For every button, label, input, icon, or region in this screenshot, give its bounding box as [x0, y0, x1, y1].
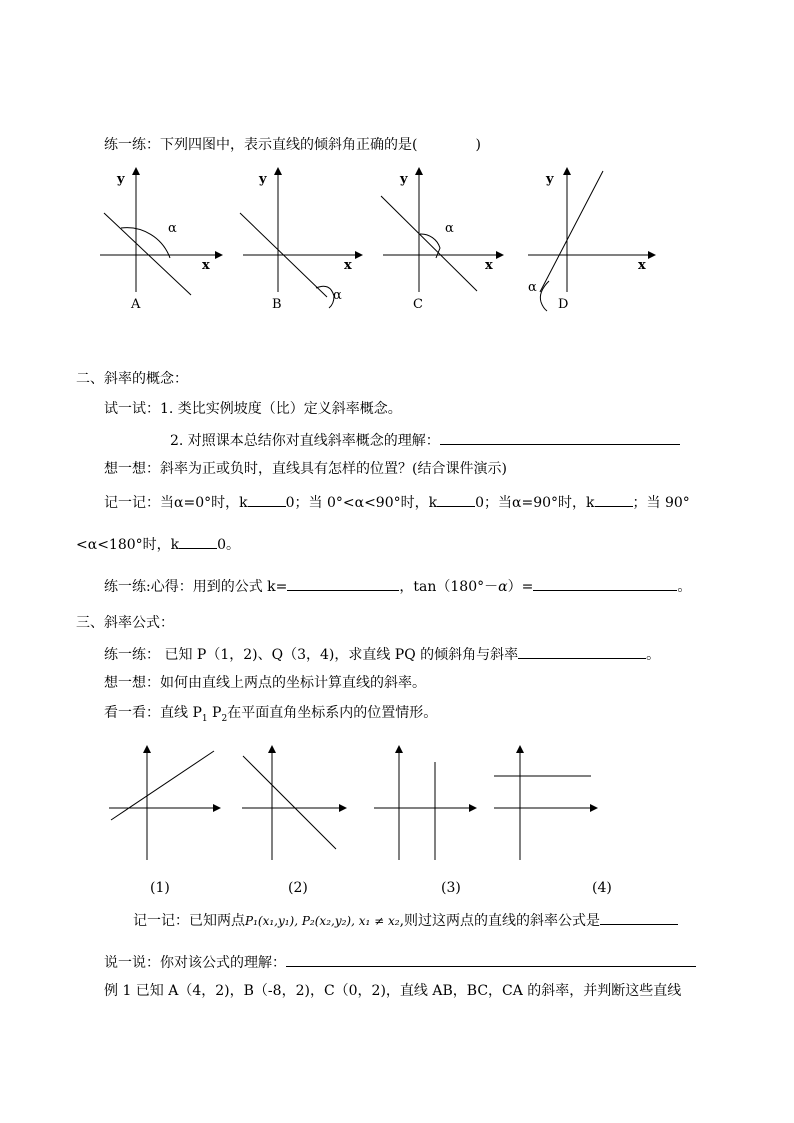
fig-d-x-label: x — [638, 258, 646, 273]
answer-blank[interactable] — [437, 492, 475, 507]
fig-b-caption: B — [272, 297, 282, 312]
section-2-remember-cont: <α<180°时，k 0。 — [76, 534, 240, 554]
fig-d-y-label: y — [546, 172, 554, 187]
fig-a-caption: A — [131, 297, 141, 312]
section-3-remember: 记一记：已知两点P₁(x₁,y₁), P₂(x₂,y₂), x₁ ≠ x₂,则过这两点的直线的斜率公式是 — [133, 910, 678, 930]
fig-c-y-label: y — [400, 172, 408, 187]
section-2-item-2: 2. 对照课本总结你对直线斜率概念的理解： — [170, 430, 680, 450]
example-1: 例 1 已知 A（4，2)，B（-8，2)，C（0，2)，直线 AB，BC，CA 的斜率，并判断这些直线 — [104, 983, 682, 999]
answer-blank[interactable] — [440, 430, 680, 445]
answer-blank[interactable] — [595, 492, 633, 507]
line-figure-2-caption: (2) — [288, 880, 308, 896]
answer-blank[interactable] — [287, 576, 399, 591]
line-figure-4 — [494, 746, 597, 860]
practice-question-1: 练一练：下列四图中，表示直线的倾斜角正确的是( ) — [104, 137, 481, 153]
section-3-think: 想一想：如何由直线上两点的坐标计算直线的斜率。 — [104, 675, 426, 691]
fig-d-alpha-label: α — [528, 280, 537, 295]
section-3-say: 说一说：你对该公式的理解： — [104, 952, 696, 972]
line-figure-3-caption: (3) — [441, 880, 461, 896]
line-figure-1-caption: (1) — [150, 880, 170, 896]
section-2-try: 试一试：1. 类比实例坡度（比）定义斜率概念。 — [104, 401, 402, 417]
line-figure-1 — [109, 746, 220, 860]
figure-b — [240, 168, 362, 308]
fig-b-alpha-label: α — [333, 288, 342, 303]
section-3-title: 三、斜率公式： — [76, 615, 174, 631]
figure-a — [100, 168, 222, 295]
section-2-think: 想一想：斜率为正或负时，直线具有怎样的位置？(结合课件演示) — [104, 461, 507, 477]
figure-d — [528, 168, 655, 311]
figures-abcd — [0, 0, 794, 330]
line-figure-3 — [374, 746, 476, 860]
answer-blank[interactable] — [518, 644, 646, 659]
fig-a-y-label: y — [117, 172, 125, 187]
fig-b-x-label: x — [344, 258, 352, 273]
fig-d-caption: D — [558, 297, 569, 312]
answer-blank[interactable] — [533, 576, 677, 591]
fig-c-alpha-label: α — [445, 221, 454, 236]
answer-blank[interactable] — [248, 492, 286, 507]
fig-c-x-label: x — [485, 258, 493, 273]
line-figure-4-caption: (4) — [592, 880, 612, 896]
answer-blank[interactable] — [286, 952, 696, 967]
section-3-practice: 练一练： 已知 P（1，2)、Q（3，4)，求直线 PQ 的倾斜角与斜率 。 — [104, 644, 660, 664]
fig-c-caption: C — [413, 297, 423, 312]
fig-a-alpha-label: α — [168, 221, 177, 236]
section-2-practice: 练一练:心得：用到的公式 k= ，tan（180°－α）= 。 — [104, 576, 691, 596]
two-point-formula: P₁(x₁,y₁), P₂(x₂,y₂), x₁ ≠ x₂ — [245, 914, 400, 928]
line-figure-2 — [242, 746, 346, 860]
fig-b-y-label: y — [259, 172, 267, 187]
fig-a-x-label: x — [202, 258, 210, 273]
section-2-remember: 记一记：当α=0°时，k 0；当 0°<α<90°时，k 0；当α=90°时，k ；当 90° — [104, 492, 690, 512]
answer-blank[interactable] — [179, 534, 217, 549]
figures-line-positions — [0, 740, 794, 880]
section-3-look: 看一看：直线 $P_1$ $P_2$在平面直角坐标系内的位置情形。 — [104, 705, 438, 724]
answer-blank[interactable] — [600, 910, 678, 925]
section-2-title: 二、斜率的概念： — [76, 371, 188, 387]
